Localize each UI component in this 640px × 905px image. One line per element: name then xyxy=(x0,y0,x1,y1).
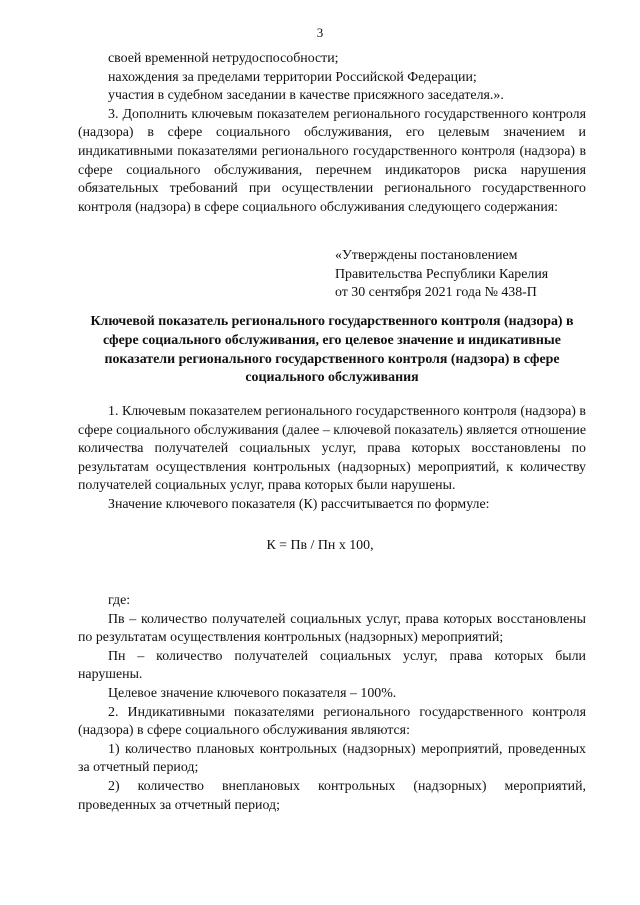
approved-line-3: от 30 сентября 2021 года № 438-П xyxy=(335,285,537,301)
item-3-paragraph: 3. Дополнить ключевым показателем регионального государственного контроля (надзора) в сфере социального обслуживания, его целевым значением и индикативными показателями регионального государственного контроля (надзора) в сфере социального обслуживания, перечнем индикаторов риска нарушения обязательных требований при осуществлении регионального государственного контроля (надзора) в сфере социального обслуживания следующего содержания: xyxy=(78,106,586,215)
page-number: 3 xyxy=(316,25,324,40)
section-heading: Ключевой показатель регионального государственного контроля (надзора) в сфере социального обслуживания, его целевое значение и индикативные показатели регионального государственного контроля (надзора) в сфере социального обслуживания xyxy=(90,314,574,386)
indicator-item-1: 1) количество плановых контрольных (надзорных) мероприятий, проведенных за отчетный период; xyxy=(78,741,586,776)
definitions-block xyxy=(78,592,586,815)
approved-line-1: «Утверждены постановлением xyxy=(335,248,518,263)
approved-line-2: Правительства Республики Карелия xyxy=(335,266,549,282)
formula: К = Пв / Пн х 100, xyxy=(266,538,374,553)
where-label: где: xyxy=(108,593,131,608)
indicator-item-2: 2) количество внеплановых контрольных (надзорных) мероприятий, проведенных за отчетный период; xyxy=(78,778,586,813)
paragraph-1: 1. Ключевым показателем регионального государственного контроля (надзора) в сфере социального обслуживания (далее – ключевой показатель) является отношение количества получателей социальных услуг, права которых восстановлены по результатам осуществления контрольных (надзорных) мероприятий, к количеству получателей социальных услуг, права которых были нарушены. xyxy=(78,404,586,494)
intro-line-2: нахождения за пределами территории Российской Федерации; xyxy=(108,69,477,85)
pn-definition: Пн – количество получателей социальных услуг, права которых были нарушены. xyxy=(78,648,586,683)
intro-line-3: участия в судебном заседании в качестве присяжного заседателя.». xyxy=(108,88,504,104)
approval-stamp-block xyxy=(335,247,595,303)
key-indicator-block xyxy=(78,403,586,515)
intro-line-1: своей временной нетрудоспособности; xyxy=(108,51,339,66)
paragraph-2: 2. Индикативными показателями регионального государственного контроля (надзора) в сфере социального обслуживания являются: xyxy=(78,704,586,739)
intro-block xyxy=(78,50,586,217)
target-value: Целевое значение ключевого показателя – 100%. xyxy=(108,685,397,701)
formula-intro: Значение ключевого показателя (К) рассчитывается по формуле: xyxy=(108,496,490,512)
pv-definition: Пв – количество получателей социальных услуг, права которых восстановлены по результатам осуществления контрольных (надзорных) мероприятий; xyxy=(78,611,586,646)
